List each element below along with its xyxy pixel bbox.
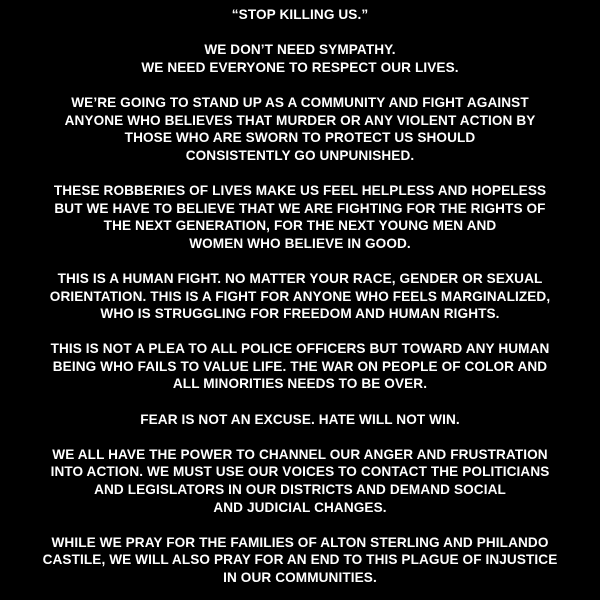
paragraph-line: WOMEN WHO BELIEVE IN GOOD. xyxy=(189,235,411,251)
paragraph-robberies xyxy=(0,182,600,252)
paragraph-line: ANYONE WHO BELIEVES THAT MURDER OR ANY VIOLENT ACTION BY xyxy=(64,112,536,128)
paragraph-line: THESE ROBBERIES OF LIVES MAKE US FEEL HELPLESS AND HOPELESS xyxy=(53,182,547,198)
paragraph-line: BUT WE HAVE TO BELIEVE THAT WE ARE FIGHTING FOR THE RIGHTS OF xyxy=(54,200,546,216)
paragraph-fear xyxy=(0,411,600,429)
paragraph-line: INTO ACTION. WE MUST USE OUR VOICES TO CONTACT THE POLITICIANS xyxy=(50,464,550,480)
paragraph-pray xyxy=(0,534,600,587)
paragraph-line: CONSISTENTLY GO UNPUNISHED. xyxy=(185,147,415,163)
paragraph-line: ALL MINORITIES NEEDS TO BE OVER. xyxy=(172,376,428,392)
paragraph-stand-up xyxy=(0,94,600,164)
paragraph-line: IN OUR COMMUNITIES. xyxy=(223,570,377,585)
statement-title xyxy=(0,6,600,24)
paragraph-line: WE NEED EVERYONE TO RESPECT OUR LIVES. xyxy=(141,59,459,75)
paragraph-line: THE NEXT GENERATION, FOR THE NEXT YOUNG MEN AND xyxy=(103,218,497,234)
paragraph-line: THOSE WHO ARE SWORN TO PROTECT US SHOULD xyxy=(124,130,476,146)
title-line: “STOP KILLING US.” xyxy=(231,7,369,22)
paragraph-line: WHO IS STRUGGLING FOR FREEDOM AND HUMAN RIGHTS. xyxy=(100,306,500,322)
paragraph-line: THIS IS NOT A PLEA TO ALL POLICE OFFICERS BUT TOWARD ANY HUMAN xyxy=(50,341,550,357)
paragraph-line: AND LEGISLATORS IN OUR DISTRICTS AND DEMAND SOCIAL xyxy=(94,482,506,498)
paragraph-line: THIS IS A HUMAN FIGHT. NO MATTER YOUR RACE, GENDER OR SEXUAL xyxy=(57,270,543,286)
paragraph-line: CASTILE, WE WILL ALSO PRAY FOR AN END TO THIS PLAGUE OF INJUSTICE xyxy=(42,552,558,568)
paragraph-power xyxy=(0,446,600,516)
paragraph-not-a-plea xyxy=(0,340,600,393)
paragraph-line: WE’RE GOING TO STAND UP AS A COMMUNITY AND FIGHT AGAINST xyxy=(71,94,529,110)
paragraph-line: WE ALL HAVE THE POWER TO CHANNEL OUR ANGER AND FRUSTRATION xyxy=(52,446,548,462)
paragraph-line: ORIENTATION. THIS IS A FIGHT FOR ANYONE WHO FEELS MARGINALIZED, xyxy=(49,288,551,304)
paragraph-line: FEAR IS NOT AN EXCUSE. HATE WILL NOT WIN. xyxy=(140,411,460,427)
paragraph-line: WE DON’T NEED SYMPATHY. xyxy=(204,42,396,58)
paragraph-line: WHILE WE PRAY FOR THE FAMILIES OF ALTON STERLING AND PHILANDO xyxy=(51,534,549,550)
paragraph-human-fight xyxy=(0,270,600,323)
paragraph-line: BEING WHO FAILS TO VALUE LIFE. THE WAR ON PEOPLE OF COLOR AND xyxy=(52,358,548,374)
paragraph-line: AND JUDICIAL CHANGES. xyxy=(213,499,387,515)
paragraph-sympathy xyxy=(0,41,600,76)
